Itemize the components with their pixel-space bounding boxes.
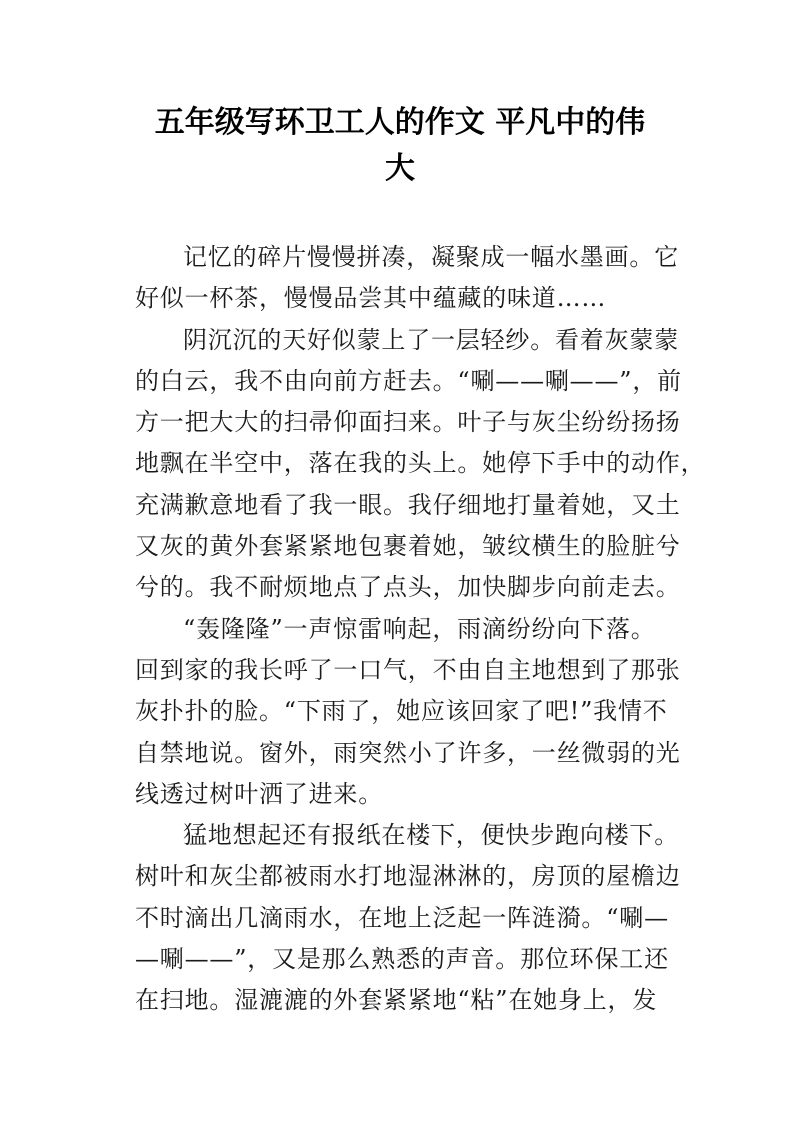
document-title [100,100,700,192]
text-line: 回到家的我长呼了一口气，不由自主地想到了那张 [135,655,681,684]
text-line: 充满歉意地看了我一眼。我仔细地打量着她，又土 [135,490,681,519]
text-line: 猛地想起还有报纸在楼下，便快步跑向楼下。 [183,821,679,850]
text-line: 地飘在半空中，落在我的头上。她停下手中的动作， [135,449,706,478]
text-line: 记忆的碎片慢慢拼凑，凝聚成一幅水墨画。它 [183,243,679,271]
text-line: 方一把大大的扫帚仰面扫来。叶子与灰尘纷纷扬扬 [135,408,681,437]
text-line: 又灰的黄外套紧紧地包裹着她，皱纹横生的脸脏兮 [135,532,681,561]
text-line: —唰——”，又是那么熟悉的声音。那位环保工还 [135,945,669,974]
text-line: 的白云，我不由向前方赶去。“唰——唰——”，前 [135,366,682,395]
paragraph-1 [135,237,695,320]
title-line-1: 五年级写环卫工人的作文 平凡中的伟 [154,105,646,140]
text-line: 在扫地。湿漉漉的外套紧紧地“粘”在她身上，发 [135,986,658,1015]
text-line: 自禁地说。窗外，雨突然小了许多，一丝微弱的光 [135,738,681,767]
text-line: 不时滴出几滴雨水，在地上泛起一阵涟漪。“唰— [135,903,669,932]
document-body [135,237,706,1022]
text-line: 兮的。我不耐烦地点了点头，加快脚步向前走去。 [135,573,681,602]
text-line: 灰扑扑的脸。“下雨了，她应该回家了吧!”我情不 [135,697,668,726]
text-line: “轰隆隆”一声惊雷响起，雨滴纷纷向下落。 [183,614,656,643]
paragraph-2 [135,320,706,609]
paragraph-4 [135,815,695,1021]
text-line: 阴沉沉的天好似蒙上了一层轻纱。看着灰蒙蒙 [183,325,679,354]
text-line: 线透过树叶洒了进来。 [135,779,383,808]
paragraph-3 [135,609,695,815]
title-line-2: 大 [385,151,415,186]
text-line: 树叶和灰尘都被雨水打地湿淋淋的，房顶的屋檐边 [135,862,681,891]
text-line: 好似一杯茶，慢慢品尝其中蕴藏的味道…… [135,284,607,313]
